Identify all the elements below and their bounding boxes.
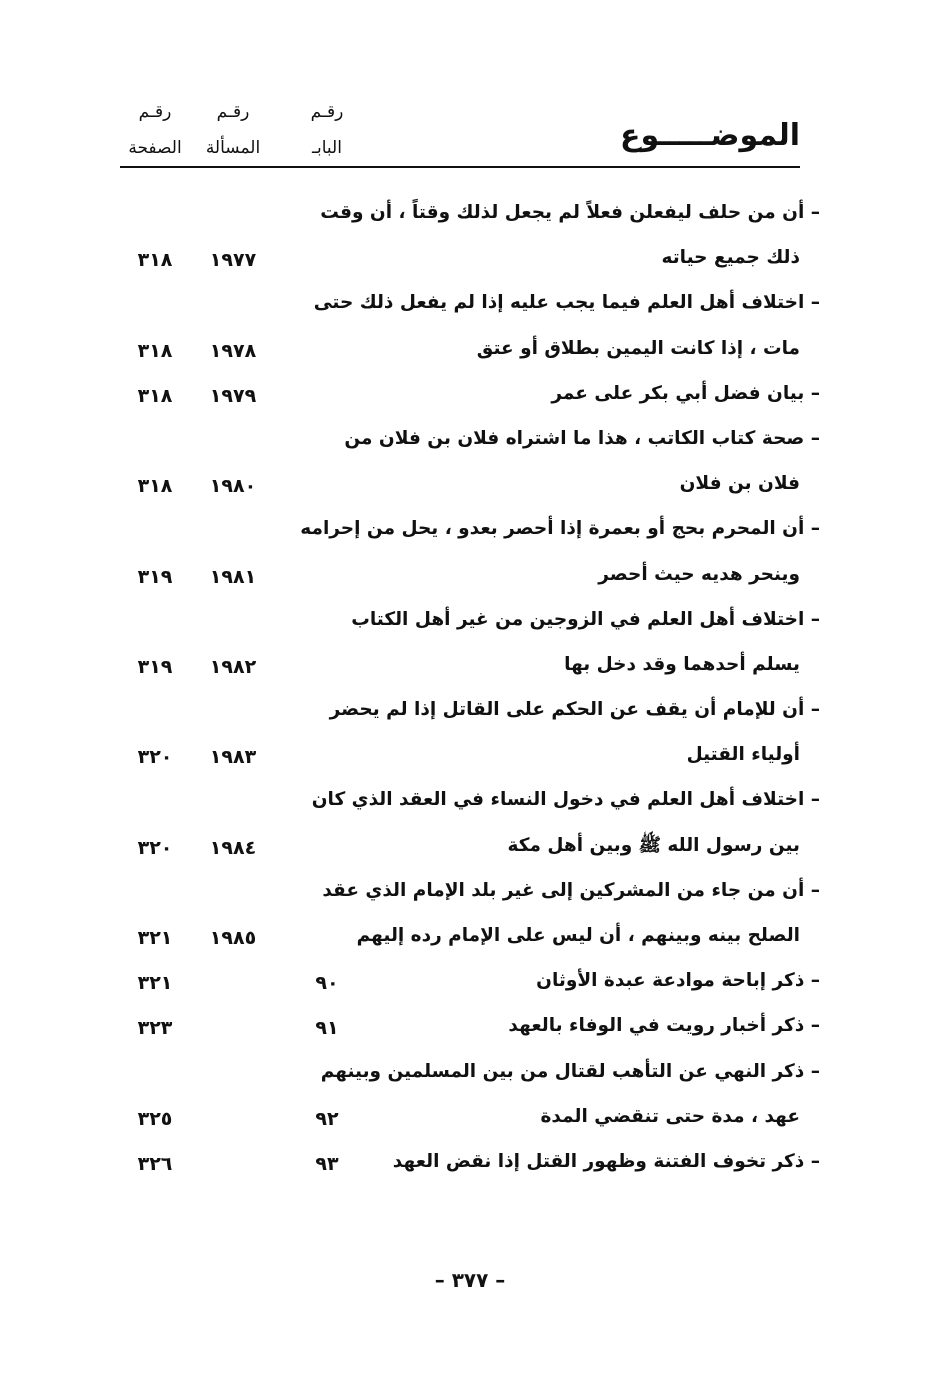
entry-text: – اختلاف أهل العلم فيما يجب عليه إذا لم يفعل ذلك حتى [313,292,820,314]
entry-issue-number: ١٩٨٥ [209,927,257,949]
index-entry [0,964,940,1009]
entry-line [0,648,940,693]
entry-text: – ذكر أخبار رويت في الوفاء بالعهد [508,1015,820,1037]
entry-page-number: ٣٢١ [137,927,173,949]
entry-text: – بيان فضل أبي بكر على عمر [551,382,820,404]
entry-issue-number: ١٩٨٢ [209,655,257,678]
entry-issue-number: ١٩٨١ [209,565,257,588]
entry-text: – صحة كتاب الكاتب ، هذا ما اشتراه فلان بن فلان من [344,427,820,449]
entry-page-number: ٣٢٠ [137,746,173,769]
index-entry [0,603,940,693]
chapter-number-heading [282,94,372,166]
entry-page-number: ٣١٨ [137,249,173,272]
entry-text: وينحر هديه حيث أحصر [598,563,800,585]
entry-line [0,377,940,422]
entry-text: الصلح بينه وبينهم ، أن ليس على الإمام رده إليهم [356,925,800,946]
entry-line [0,919,940,964]
entry-line [0,1055,940,1100]
entry-issue-number: ١٩٨٣ [209,746,257,769]
entry-line [0,964,940,1009]
entry-text: – اختلاف أهل العلم في دخول النساء في العقد الذي كان [311,789,820,811]
entry-text: فلان بن فلان [679,473,800,495]
entry-text: – أن من حلف ليفعلن فعلاً لم يجعل لذلك وقتاً ، أن وقت [320,202,820,223]
chapter-heading-line2: البابـ [312,138,342,158]
entry-page-number: ٣٢٥ [137,1107,173,1130]
entry-line [0,738,940,783]
index-entry [0,196,940,286]
entry-text: بين رسول الله ﷺ وبين أهل مكة [507,834,800,856]
entry-page-number: ٣١٨ [137,384,173,407]
entry-chapter-number: ٩٢ [315,1107,339,1130]
entry-line [0,196,940,241]
entry-line [0,603,940,648]
index-entry [0,693,940,783]
entry-issue-number: ١٩٧٧ [209,249,257,272]
entry-line [0,332,940,377]
entry-text: – أن للإمام أن يقف عن الحكم على القاتل إذا لم يحضر [329,699,820,721]
header-divider [120,166,800,168]
entry-page-number: ٣٢٣ [137,1017,173,1040]
entry-line [0,1145,940,1190]
entry-chapter-number: ٩١ [315,1017,339,1040]
entry-page-number: ٣٢٠ [137,836,173,859]
entry-issue-number: ١٩٧٨ [209,339,257,362]
chapter-heading-line1: رقـم [310,102,344,122]
entry-text: ذلك جميع حياته [661,247,800,269]
entry-text: – ذكر إباحة موادعة عبدة الأوثان [536,970,820,992]
index-entry [0,422,940,512]
entry-line [0,1009,940,1054]
entry-line [0,558,940,603]
entry-page-number: ٣٢١ [137,972,173,995]
entry-issue-number: ١٩٧٩ [209,384,257,407]
index-entry [0,1055,940,1145]
entry-line [0,1100,940,1145]
entry-page-number: ٣١٨ [137,339,173,362]
entry-page-number: ٣١٩ [137,655,173,678]
entry-text: أولياء القتيل [686,744,800,766]
page-number-heading [110,94,200,166]
index-entries [0,196,940,1190]
index-entry [0,1009,940,1054]
entry-chapter-number: ٩٠ [315,972,339,995]
entry-line [0,693,940,738]
index-entry [0,512,940,602]
index-entry [0,286,940,376]
entry-text: – أن من جاء من المشركين إلى غير بلد الإمام الذي عقد [322,879,820,901]
entry-line [0,467,940,512]
entry-text: – اختلاف أهل العلم في الزوجين من غير أهل الكتاب [351,608,820,630]
entry-page-number: ٣٢٦ [137,1152,173,1175]
entry-text: – ذكر النهي عن التأهب لقتال من بين المسلمين وبينهم [320,1060,820,1082]
entry-line [0,874,940,919]
entry-text: عهد ، مدة حتى تنقضي المدة [540,1105,800,1127]
index-entry [0,377,940,422]
entry-line [0,512,940,557]
index-entry [0,874,940,964]
issue-number-heading [188,94,278,166]
page-heading-line1: رقـم [138,102,172,122]
page-heading-line2: الصفحة [128,138,182,158]
entry-line [0,286,940,331]
index-entry [0,783,940,873]
entry-text: – ذكر تخوف الفتنة وظهور القتل إذا نقض العهد [392,1150,820,1172]
issue-heading-line2: المسألة [205,138,261,158]
page-number: – ٣٧٧ – [434,1268,506,1292]
entry-line [0,783,940,828]
entry-line [0,241,940,286]
entry-issue-number: ١٩٨٤ [209,836,257,859]
entry-page-number: ٣١٨ [137,475,173,498]
entry-text: يسلم أحدهما وقد دخل بها [564,653,800,675]
entry-chapter-number: ٩٣ [315,1152,339,1175]
entry-page-number: ٣١٩ [137,565,173,588]
issue-heading-line1: رقـم [216,102,250,122]
entry-issue-number: ١٩٨٠ [209,475,257,498]
topic-column-heading: الموضـــــوع [619,118,800,153]
entry-text: – أن المحرم بحج أو بعمرة إذا أحصر بعدو ، يحل من إحرامه [300,518,820,540]
entry-text: مات ، إذا كانت اليمين بطلاق أو عتق [476,337,800,359]
entry-line [0,829,940,874]
table-header [0,0,940,180]
index-entry [0,1145,940,1190]
entry-line [0,422,940,467]
